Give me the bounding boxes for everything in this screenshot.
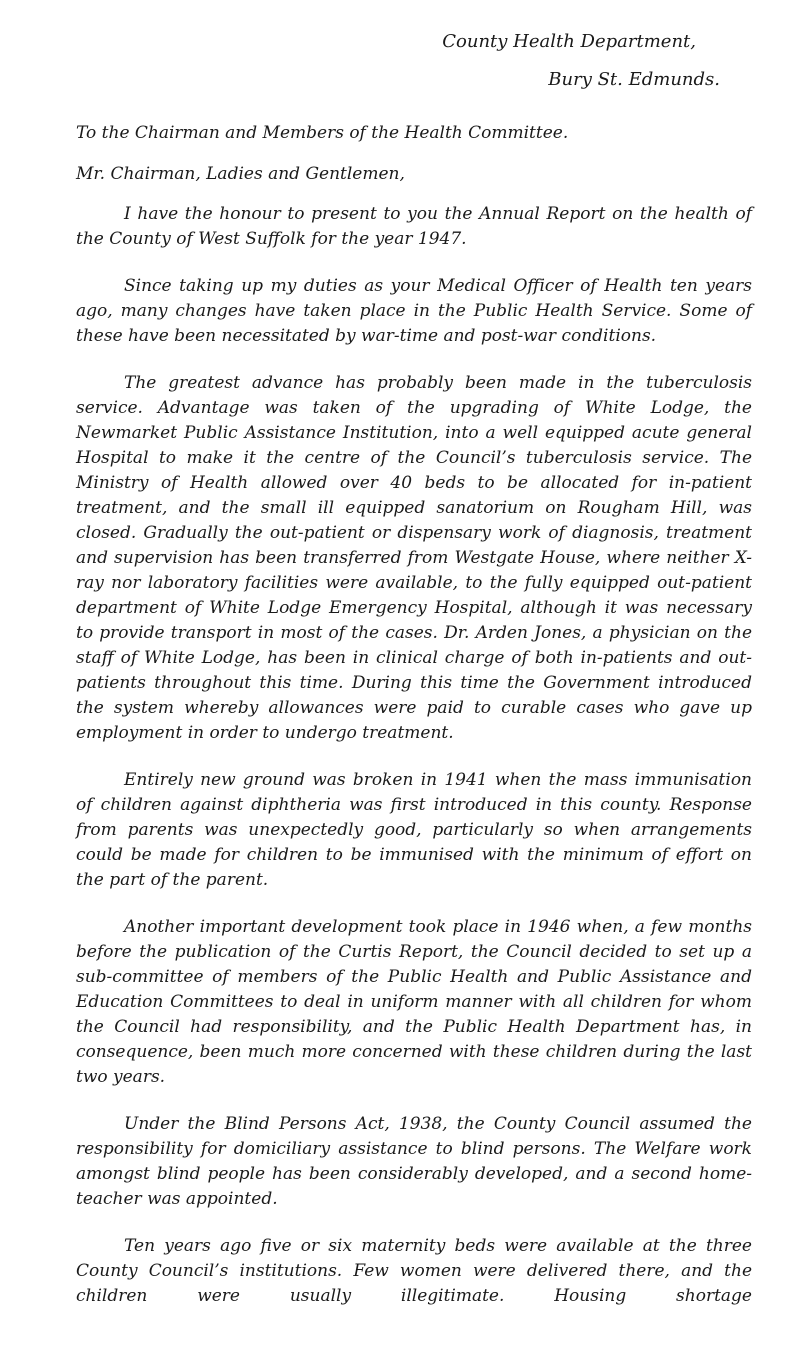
paragraph-changes: Since taking up my duties as your Medical Officer of Health ten years ago, many changes have taken place in the Public Health Service. Some of these have been necessitated by war-time and post-war conditions. [76, 276, 752, 346]
report-page [76, 28, 752, 1309]
paragraph-immunisation: Entirely new ground was broken in 1941 when the mass immunisation of children against diphtheria was first introduced in this county. Response from parents was unexpectedly good, particularly so when arrangements could be made for children to be immunised with the minimum of effort on the part of the parent. [76, 770, 752, 890]
addressee-line: To the Chairman and Members of the Health Committee. [76, 123, 569, 143]
department-heading: County Health Department, [442, 31, 696, 52]
paragraph-maternity: Ten years ago five or six maternity beds were available at the three County Council’s institutions. Few women were delivered there, and the children were usually illegitimate. Housing shortage [76, 1236, 752, 1306]
paragraph-tuberculosis: The greatest advance has probably been made in the tuberculosis service. Advantage was taken of the upgrading of White Lodge, the Newmarket Public Assistance Institution, into a well equipped acute general Hospital to make it the centre of the Council’s tuberculosis service. The Ministry of Health allowed over 40 beds to be allocated for in-patient treatment, and the small ill equipped sanatorium on Rougham Hill, was closed. Gradually the out-patient or dispensary work of diagnosis, treatment and supervision has been transferred from Westgate House, where neither X-ray nor laboratory facilities were available, to the fully equipped out-patient department of White Lodge Emergency Hospital, although it was necessary to provide transport in most of the cases. Dr. Arden Jones, a physician on the staff of White Lodge, has been in clinical charge of both in-patients and out-patients throughout this time. During this time the Government introduced the system whereby allowances were paid to curable cases who gave up employment in order to undergo treatment. [76, 373, 752, 743]
greeting-line: Mr. Chairman, Ladies and Gentlemen, [76, 164, 405, 184]
paragraph-introduction: I have the honour to present to you the Annual Report on the health of the County of West Suffolk for the year 1947. [76, 204, 752, 249]
department-address: Bury St. Edmunds. [548, 69, 720, 90]
paragraph-children: Another important development took place in 1946 when, a few months before the publication of the Curtis Report, the Council decided to set up a sub-committee of members of the Public Health and Public Assistance and Education Committees to deal in uniform manner with all children for whom the Council had responsibility, and the Public Health Department has, in consequence, been much more concerned with these children during the last two years. [76, 917, 752, 1087]
paragraph-blind-persons: Under the Blind Persons Act, 1938, the County Council assumed the responsibility for domiciliary assistance to blind persons. The Welfare work amongst blind people has been considerably developed, and a second home-teacher was appointed. [76, 1114, 752, 1209]
